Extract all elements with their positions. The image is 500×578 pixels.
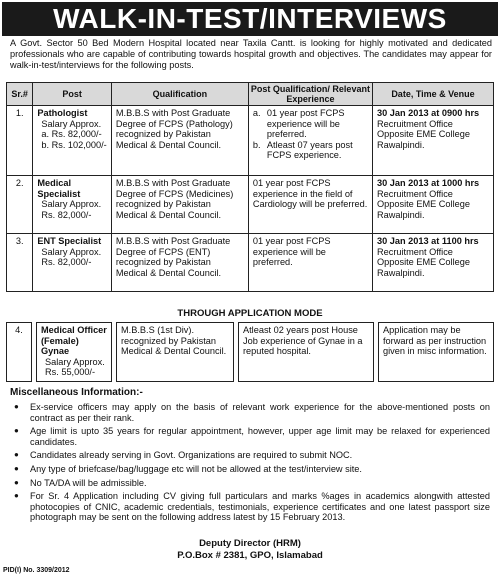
table-header-row xyxy=(7,83,494,106)
row-sr: 2. xyxy=(7,176,33,234)
col-header-qualification: Qualification xyxy=(111,83,248,106)
experience-option xyxy=(253,108,368,140)
row-sr: 4. xyxy=(6,322,32,382)
row-post-cell xyxy=(33,176,111,234)
interview-date: 30 Jan 2013 at 0900 hrs xyxy=(377,108,480,118)
misc-list xyxy=(10,402,490,526)
row-qualification: M.B.B.S with Post Graduate Degree of FCPS (Pathology) recognized by Pakistan Medical & Dental Council. xyxy=(111,106,248,176)
col-header-date-venue: Date, Time & Venue xyxy=(373,83,494,106)
row-sr: 3. xyxy=(7,234,33,292)
col-header-experience: Post Qualification/ Relevant Experience xyxy=(248,83,372,106)
salary-line: Rs. 82,000/- xyxy=(41,209,92,220)
post-name: ENT Specialist xyxy=(37,236,102,246)
intro-paragraph: A Govt. Sector 50 Bed Modern Hospital located near Taxila Cantt. is looking for highly motivated and dedicated professionals who are capable of contributing towards hospital growth and objectives. The candidates may appear for walk-in-test/interviews for the following posts. xyxy=(10,38,492,70)
row-experience: 01 year post FCPS experience will be preferred. xyxy=(248,234,372,292)
salary-line: Salary Approx. xyxy=(41,199,102,210)
salary-line: b. Rs. 102,000/- xyxy=(41,139,107,150)
list-item: ● No TA/DA will be admissible. xyxy=(10,478,490,489)
row-qualification: M.B.B.S with Post Graduate Degree of FCPS (Medicines) recognized by Pakistan Medical & Dental Council. xyxy=(111,176,248,234)
misc-heading: Miscellaneous Information:- xyxy=(10,387,143,398)
footer-address: P.O.Box # 2381, GPO, Islamabad xyxy=(177,550,323,561)
list-item: ● Candidates already serving in Govt. Organizations are required to submit NOC. xyxy=(10,450,490,461)
salary-line: Rs. 55,000/- xyxy=(45,367,96,378)
col-header-sr: Sr.# xyxy=(7,83,33,106)
option-text: 01 year post FCPS experience will be preferred. xyxy=(266,108,345,140)
row-post-cell xyxy=(33,106,111,176)
list-item: ● Any type of briefcase/bag/luggage etc will not be allowed at the test/interview site. xyxy=(10,464,490,475)
list-item: ● Age limit is upto 35 years for regular appointment, however, upper age limit may be relaxed for experienced candidates. xyxy=(10,426,490,447)
posts-table xyxy=(6,82,494,292)
row-post-cell xyxy=(36,322,112,382)
list-item: ● For Sr. 4 Application including CV giving full particulars and marks %ages in academics alongwith attested photocopies of CNIC, academic credentials, testimonials, experience certificates and one latest passport size photograph may be sent on the following address latest by 15 February 2013. xyxy=(10,491,490,523)
page-title: WALK-IN-TEST/INTERVIEWS xyxy=(2,2,498,36)
salary-line: Salary Approx. xyxy=(41,246,102,257)
salary-line: Salary Approx. xyxy=(41,118,102,129)
pid-number: PID(I) No. 3309/2012 xyxy=(3,567,70,574)
row-experience: Atleast 02 years post House Job experience of Gynae in a reputed hospital. xyxy=(238,322,374,382)
row-experience-cell xyxy=(248,106,372,176)
interview-venue: Recruitment Office Opposite EME College Rawalpindi. xyxy=(377,246,470,278)
table-row xyxy=(7,234,494,292)
row-qualification: M.B.B.S (1st Div). recognized by Pakistan Medical & Dental Council. xyxy=(116,322,234,382)
salary-line: Salary Approx. xyxy=(45,356,105,367)
interview-date: 30 Jan 2013 at 1000 hrs xyxy=(377,178,480,188)
table-row xyxy=(7,176,494,234)
row-instruction-note: Application may be forward as per instruction given in misc information. xyxy=(378,322,494,382)
row-date-venue-cell xyxy=(373,234,494,292)
interview-date: 30 Jan 2013 at 1100 hrs xyxy=(377,236,479,246)
interview-venue: Recruitment Office Opposite EME College Rawalpindi. xyxy=(377,188,470,220)
row-qualification: M.B.B.S with Post Graduate Degree of FCPS (ENT) recognized by Pakistan Medical & Dental Council. xyxy=(111,234,248,292)
post-name: Pathologist xyxy=(37,108,88,118)
option-label: b. xyxy=(252,139,261,150)
col-header-post: Post xyxy=(33,83,111,106)
salary-line: a. Rs. 82,000/- xyxy=(41,129,102,140)
row-sr: 1. xyxy=(7,106,33,176)
salary-line: Rs. 82,000/- xyxy=(41,257,92,268)
table-row xyxy=(7,106,494,176)
post-name: Medical Officer xyxy=(41,325,107,335)
post-name: Medical Specialist xyxy=(37,178,81,199)
row-experience: 01 year post FCPS experience in the field of Cardiology will be preferred. xyxy=(248,176,372,234)
interview-venue: Recruitment Office Opposite EME College Rawalpindi. xyxy=(377,118,470,150)
row-post-cell xyxy=(33,234,111,292)
post-name-line2: (Female) Gynae xyxy=(41,335,79,357)
option-label: a. xyxy=(252,108,261,118)
row-date-venue-cell xyxy=(373,106,494,176)
list-item: ● Ex-service officers may apply on the basis of relevant work experience for the above-mentioned posts on contract as per their rank. xyxy=(10,402,490,423)
row-date-venue-cell xyxy=(373,176,494,234)
section-heading-application-mode: THROUGH APPLICATION MODE xyxy=(177,308,323,319)
application-mode-row xyxy=(6,322,494,384)
footer-designation: Deputy Director (HRM) xyxy=(199,538,301,549)
option-text: Atleast 07 years post FCPS experience. xyxy=(266,139,353,161)
experience-option xyxy=(253,140,368,161)
footer-contact xyxy=(0,538,500,562)
